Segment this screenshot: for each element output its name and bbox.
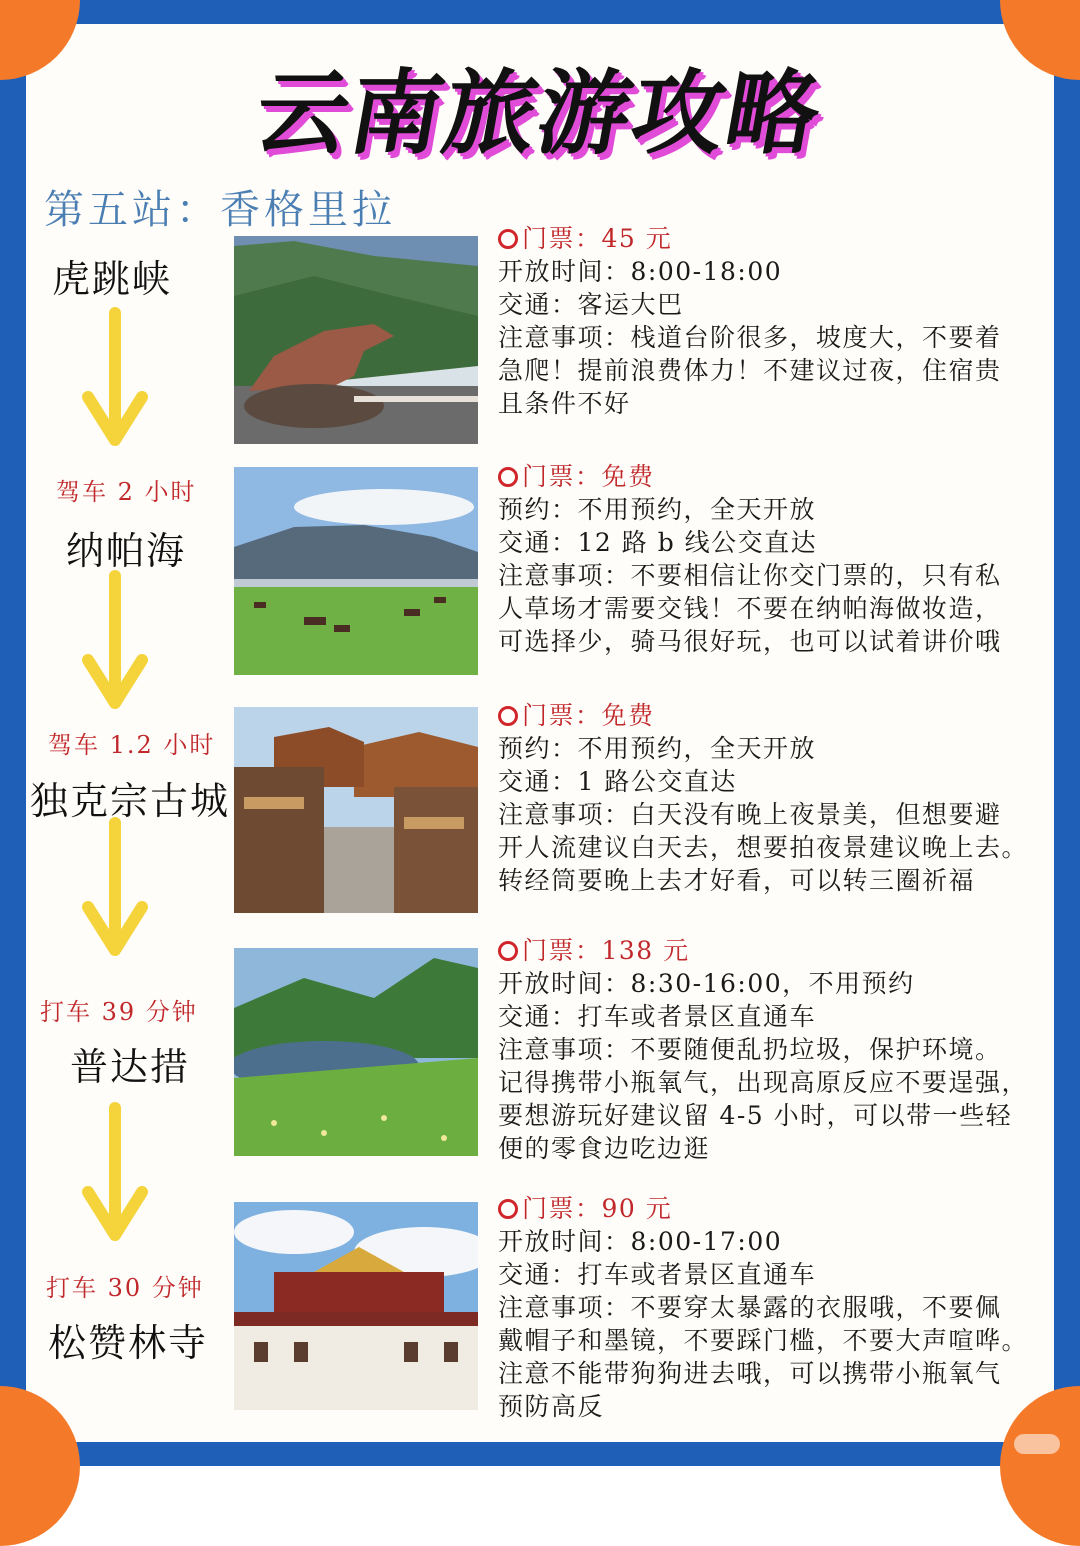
info-line: 戴帽子和墨镜，不要踩门槛，不要大声喧哗。: [498, 1326, 1029, 1355]
info-line: 人草场才需要交钱！不要在纳帕海做妆造，: [498, 594, 1002, 623]
info-line: 且条件不好: [498, 389, 631, 418]
info-line: 转经筒要晚上去才好看，可以转三圈祈福: [498, 866, 976, 895]
down-arrow-icon: [80, 305, 150, 450]
circle-bullet-icon: [498, 706, 518, 726]
place-name: 虎跳峡: [52, 257, 173, 301]
info-line: 记得携带小瓶氧气，出现高原反应不要逞强，: [498, 1068, 1029, 1097]
place-name: 松赞林寺: [48, 1321, 209, 1365]
ticket-price: 门票：45 元: [522, 224, 673, 253]
place-name: 独克宗古城: [30, 779, 231, 823]
info-line: 开放时间：8:00-18:00: [498, 257, 783, 286]
info-line: 可选择少，骑马很好玩，也可以试着讲价哦: [498, 627, 1002, 656]
info-line: 交通：打车或者景区直通车: [498, 1260, 817, 1289]
ticket-price: 门票：90 元: [522, 1194, 673, 1223]
info-line: 预防高反: [498, 1392, 605, 1421]
info-line: 注意事项：栈道台阶很多，坡度大，不要着: [498, 323, 1002, 352]
old-town-street-photo: [234, 707, 478, 913]
down-arrow-icon: [80, 568, 150, 713]
page-title: 云南旅游攻略: [247, 60, 831, 167]
watermark-logo: [1014, 1434, 1060, 1454]
circle-bullet-icon: [498, 467, 518, 487]
info-line: 注意事项：白天没有晚上夜景美，但想要避: [498, 800, 1002, 829]
info-line: 预约：不用预约，全天开放: [498, 495, 817, 524]
travel-time: 驾车 1.2 小时: [48, 731, 216, 759]
circle-bullet-icon: [498, 1199, 518, 1219]
info-line: 注意事项：不要随便乱扔垃圾，保护环境。: [498, 1035, 1002, 1064]
monastery-photo: [234, 1202, 478, 1410]
info-line: 交通：1 路公交直达: [498, 767, 737, 796]
info-line: 交通：12 路 b 线公交直达: [498, 528, 818, 557]
info-line: 注意事项：不要穿太暴露的衣服哦，不要佩: [498, 1293, 1002, 1322]
lake-meadow-photo: [234, 948, 478, 1156]
ticket-price: 门票：138 元: [522, 936, 690, 965]
tiger-statue-canyon-photo: [234, 236, 478, 444]
info-block: [498, 222, 1038, 420]
info-line: 交通：客运大巴: [498, 290, 684, 319]
travel-time: 驾车 2 小时: [56, 478, 197, 506]
info-line: 开放时间：8:30-16:00，不用预约: [498, 969, 915, 998]
info-block: [498, 1192, 1038, 1423]
info-block: [498, 934, 1038, 1165]
place-name: 纳帕海: [66, 529, 187, 573]
down-arrow-icon: [80, 815, 150, 960]
ticket-price: 门票：免费: [522, 701, 655, 730]
circle-bullet-icon: [498, 229, 518, 249]
info-line: 要想游玩好建议留 4-5 小时，可以带一些轻: [498, 1101, 1013, 1130]
info-block: [498, 699, 1038, 897]
travel-time: 打车 39 分钟: [40, 998, 198, 1026]
info-line: 注意事项：不要相信让你交门票的，只有私: [498, 561, 1002, 590]
circle-bullet-icon: [498, 941, 518, 961]
info-line: 注意不能带狗狗进去哦，可以携带小瓶氧气: [498, 1359, 1002, 1388]
info-line: 开人流建议白天去，想要拍夜景建议晚上去。: [498, 833, 1029, 862]
info-block: [498, 460, 1038, 658]
info-line: 开放时间：8:00-17:00: [498, 1227, 783, 1256]
info-line: 交通：打车或者景区直通车: [498, 1002, 817, 1031]
page-subtitle: 第五站：香格里拉: [44, 187, 396, 233]
info-line: 预约：不用预约，全天开放: [498, 734, 817, 763]
info-line: 急爬！提前浪费体力！不建议过夜，住宿贵: [498, 356, 1002, 385]
travel-time: 打车 30 分钟: [46, 1274, 204, 1302]
info-line: 便的零食边吃边逛: [498, 1134, 711, 1163]
ticket-price: 门票：免费: [522, 462, 655, 491]
place-name: 普达措: [70, 1045, 191, 1089]
down-arrow-icon: [80, 1100, 150, 1245]
grassland-horses-photo: [234, 467, 478, 675]
